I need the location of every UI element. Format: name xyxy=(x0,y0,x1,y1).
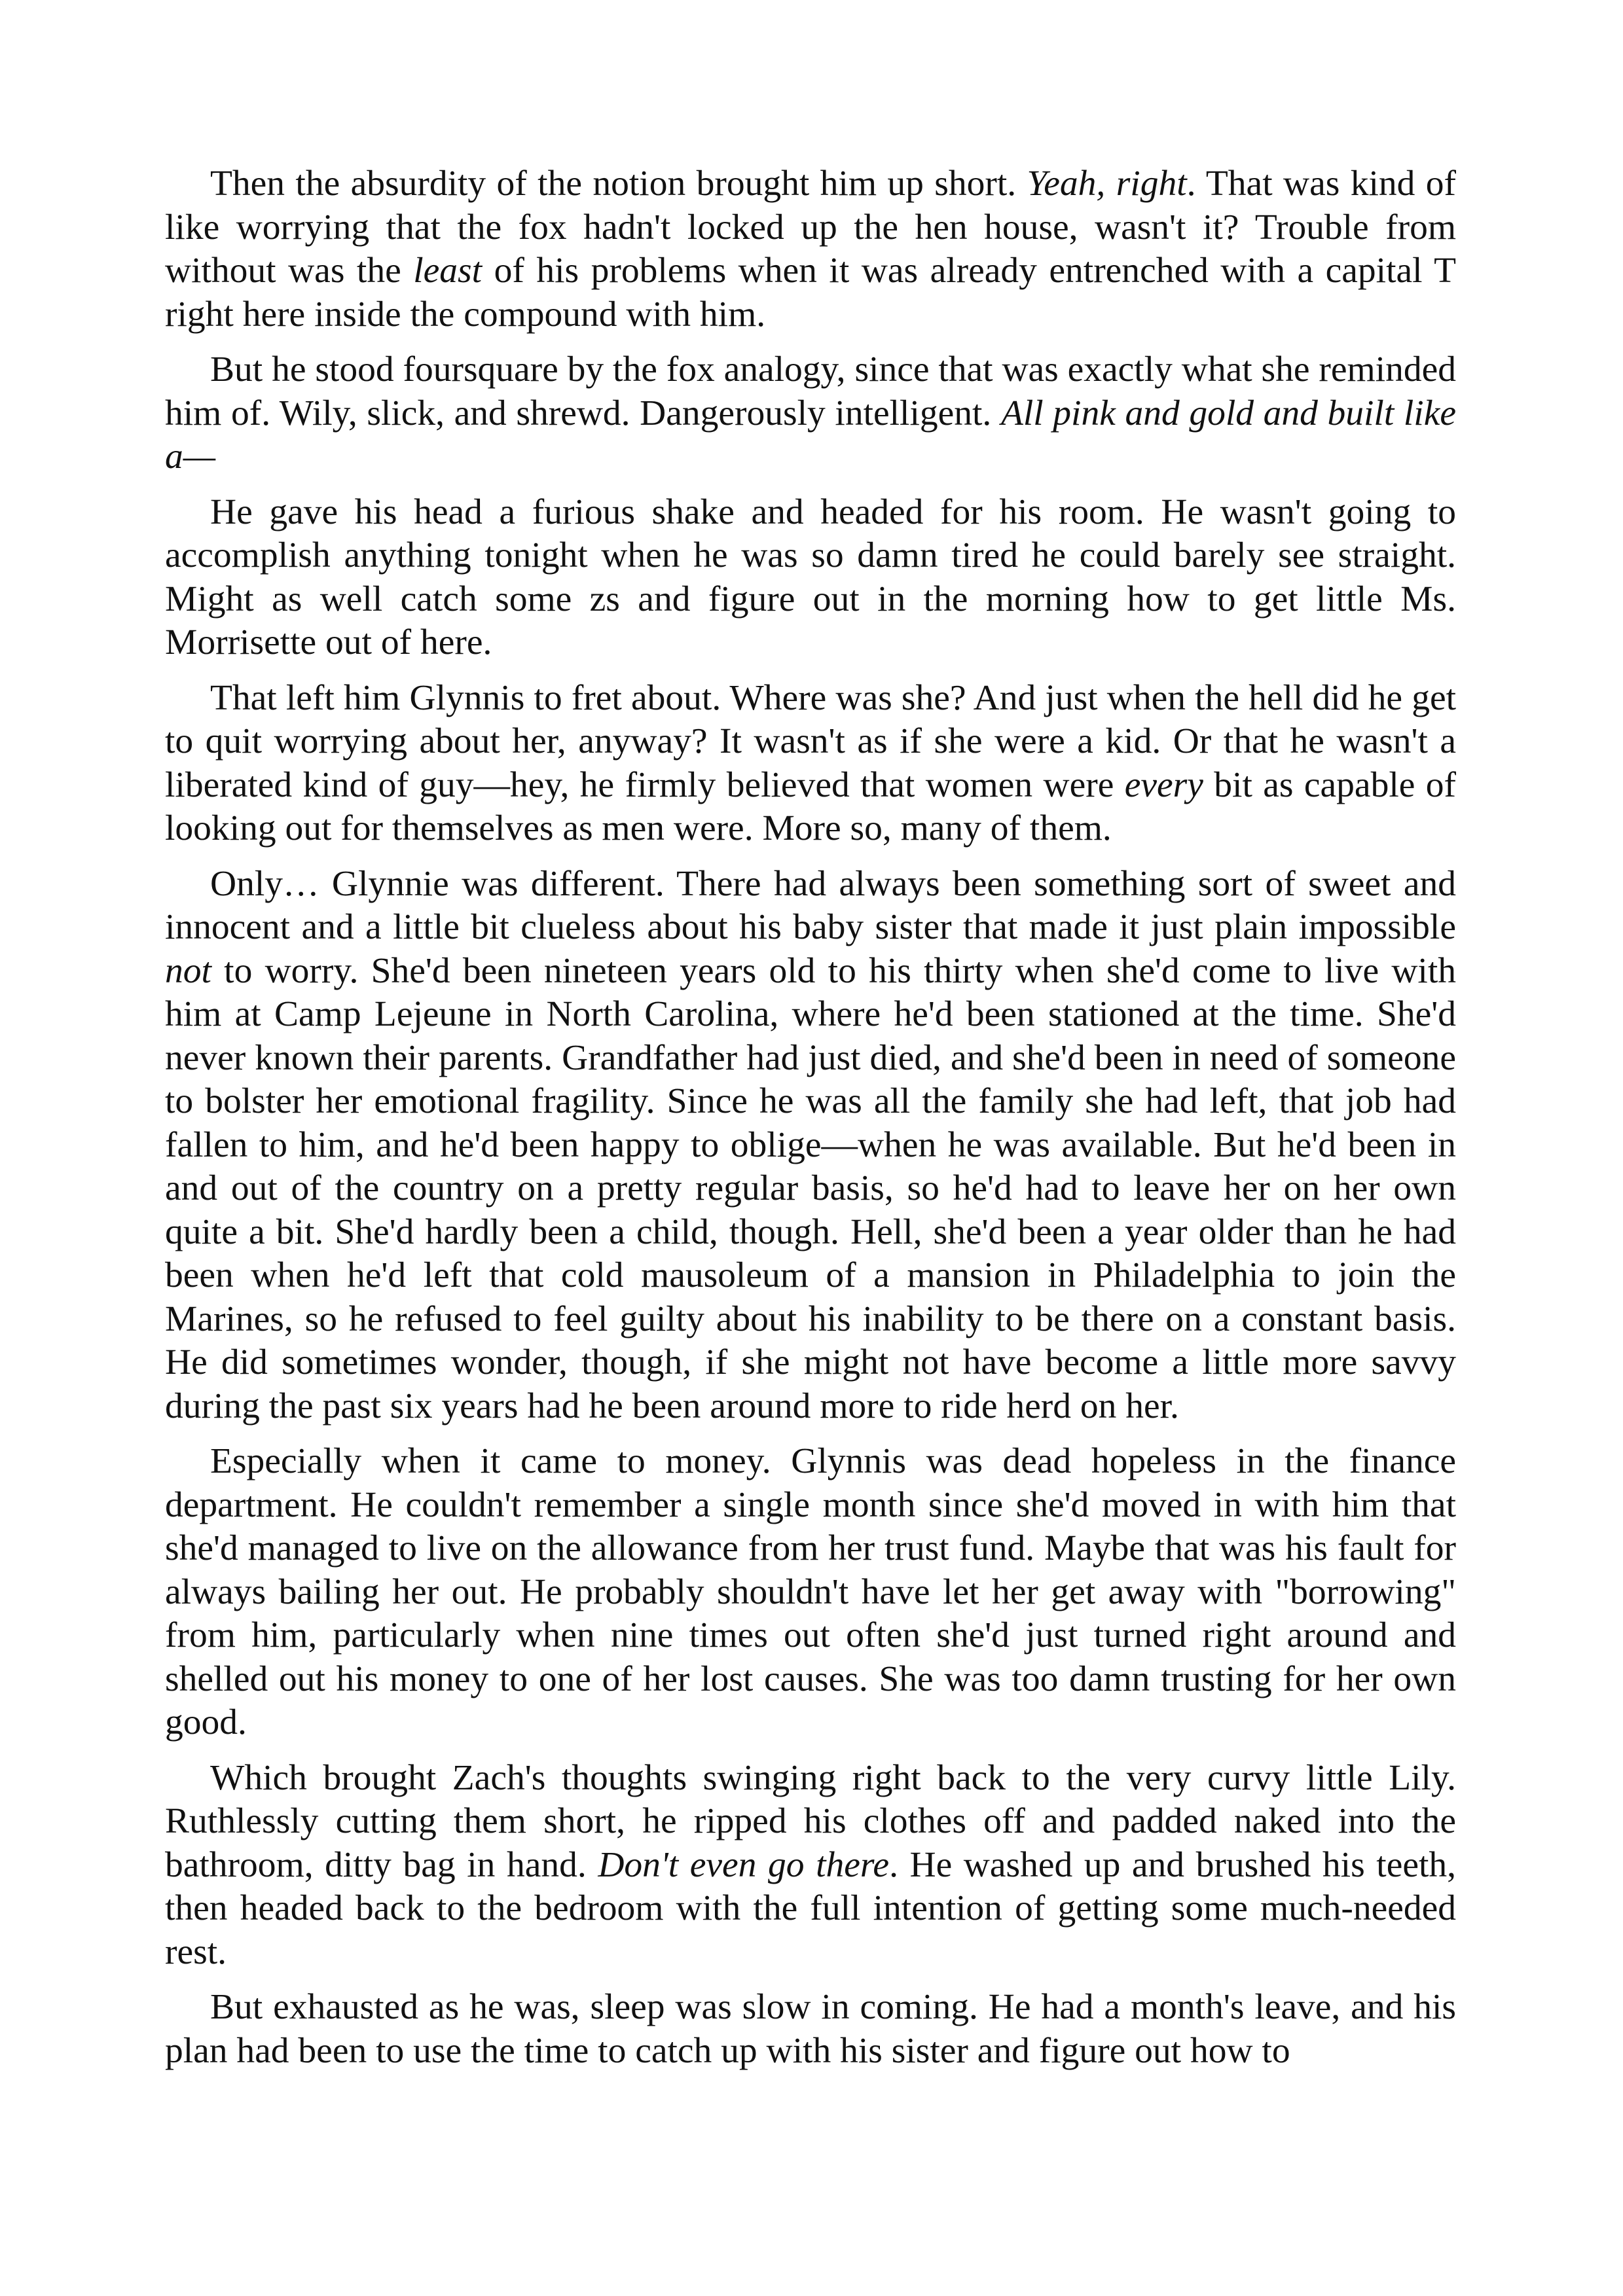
text-run: That left him Glynnis to fret about. Where was she? And just when the hell did he get to quit worrying about her, anyway? It wasn't as if she were a kid. Or that he wasn't a liberated kind of guy—hey, he firmly believed that women were xyxy=(165,677,1456,805)
paragraph xyxy=(165,162,1456,336)
italic-run: every xyxy=(1124,764,1203,805)
paragraph xyxy=(165,1440,1456,1745)
italic-run: Don't even go there xyxy=(598,1844,890,1885)
text-run: Especially when it came to money. Glynnis was dead hopeless in the finance department. He couldn't remember a single month since she'd moved in with him that she'd managed to live on the allowance from her trust fund. Maybe that was his fault for always bailing her out. He probably shouldn't have let her get away with "borrowing" from him, particularly when nine times out often she'd just turned right around and shelled out his money to one of her lost causes. She was too damn trusting for her own good. xyxy=(165,1441,1456,1742)
text-run: bit as capable of looking out for themselves as men were. More so, many of them. xyxy=(165,764,1457,848)
text-run: But he stood foursquare by the fox analogy, since that was exactly what she reminded him of. Wily, slick, and shrewd. Dangerously intelligent. xyxy=(165,350,1456,433)
italic-run: least xyxy=(413,251,483,291)
paragraph xyxy=(165,677,1456,851)
text-run: Then the absurdity of the notion brought him up short. xyxy=(210,164,1027,204)
italic-run: All pink and gold and built like a— xyxy=(165,393,1456,476)
text-run: Only… Glynnie was different. There had always been something sort of sweet and innocent and a little bit clueless about his baby sister that made it just plain impossible xyxy=(165,863,1456,947)
paragraph xyxy=(165,863,1456,1429)
text-run: of his problems when it was already entrenched with a capital T right here inside the compound with him. xyxy=(165,251,1456,334)
italic-run: not xyxy=(165,950,211,991)
text-run: . He washed up and brushed his teeth, then headed back to the bedroom with the full intention of getting some much-needed rest. xyxy=(165,1844,1457,1972)
paragraph xyxy=(165,1757,1456,1975)
paragraph xyxy=(165,1986,1456,2073)
italic-run: Yeah, right xyxy=(1027,164,1187,204)
paragraph xyxy=(165,491,1456,665)
paragraph xyxy=(165,348,1456,479)
text-run: to worry. She'd been nineteen years old to his thirty when she'd come to live with him at Camp Lejeune in North Carolina, where he'd been stationed at the time. She'd never known their parents. Grandfather had just died, and she'd been in need of someone to bolster her emotional fragility. Since he was all the family she had left, that job had fallen to him, and he'd been happy to oblige—when he was available. But he'd been in and out of the country on a pretty regular basis, so he'd had to leave her on her own quite a bit. She'd hardly been a child, though. Hell, she'd been a year older than he had been when he'd left that cold mausoleum of a mansion in Philadelphia to join the Marines, so he refused to feel guilty about his inability to be there on a constant basis. He did sometimes wonder, though, if she might not have become a little more savvy during the past six years had he been around more to ride herd on her. xyxy=(165,950,1456,1426)
text-run: . That was kind of like worrying that the fox hadn't locked up the hen house, wasn't it? Trouble from without was the xyxy=(165,164,1456,291)
text-run: He gave his head a furious shake and headed for his room. He wasn't going to accomplish anything tonight when he was so damn tired he could barely see straight. Might as well catch some zs and figure out in the morning how to get little Ms. Morrisette out of here. xyxy=(165,492,1456,662)
text-run: But exhausted as he was, sleep was slow in coming. He had a month's leave, and his plan had been to use the time to catch up with his sister and figure out how to xyxy=(165,1987,1456,2071)
document-page xyxy=(165,162,1456,2073)
text-run: Which brought Zach's thoughts swinging right back to the very curvy little Lily. Ruthlessly cutting them short, he ripped his clothes off and padded naked into the bathroom, ditty bag in hand. xyxy=(165,1757,1456,1885)
